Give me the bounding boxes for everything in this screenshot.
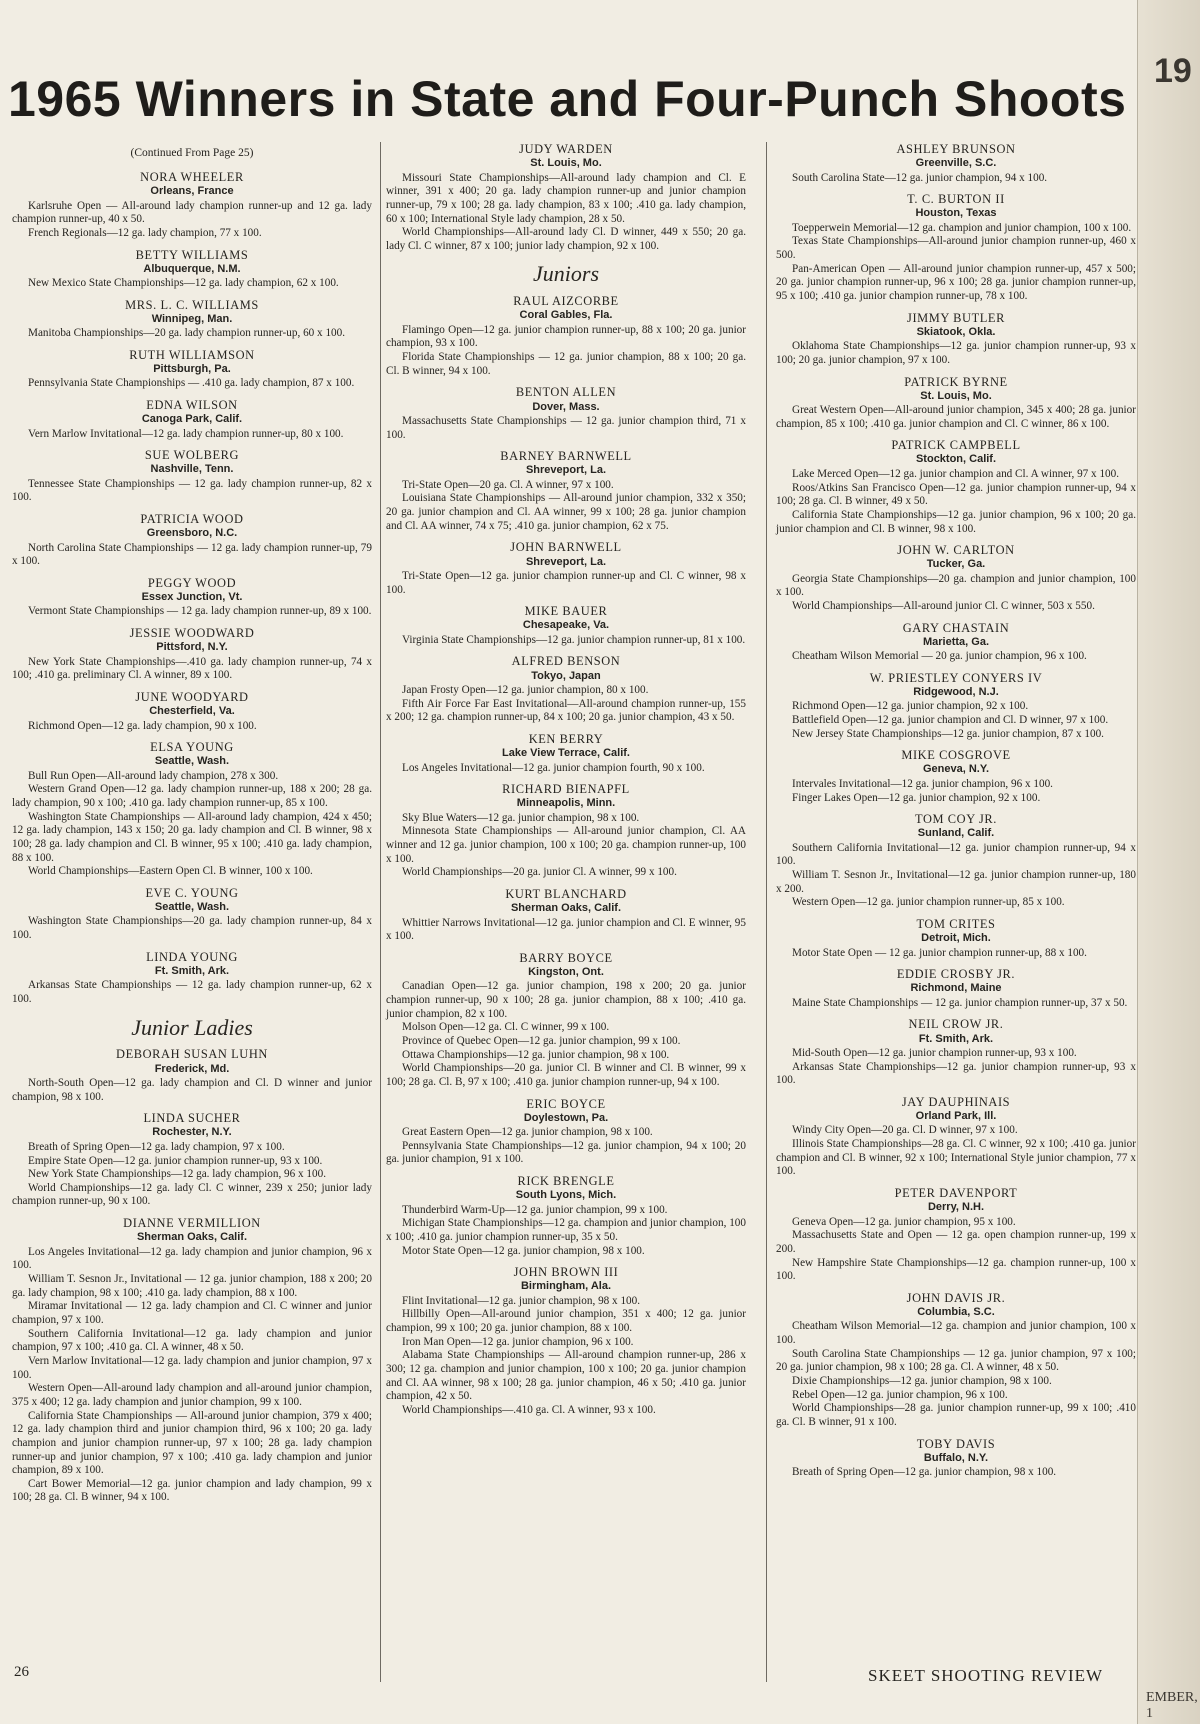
winner-name: TOBY DAVIS	[916, 1436, 996, 1451]
winner-name: LINDA YOUNG	[146, 949, 238, 964]
result-line: Bull Run Open—All-around lady champion, 278 x 300.	[28, 769, 279, 782]
winner-location: Sunland, Calif.	[917, 827, 995, 840]
winner-location: Chesterfield, Va.	[149, 705, 235, 718]
result-line: Intervales Invitational—12 ga. junior champion, 96 x 100.	[792, 777, 1053, 790]
winner-entry	[12, 950, 372, 1007]
winner-location: Pittsburgh, Pa.	[153, 363, 231, 376]
result-line: Arkansas State Championships — 12 ga. lady champion runner-up, 62 x 100.	[12, 979, 372, 1005]
winner-entry	[12, 1047, 372, 1104]
result-line: Karlsruhe Open — All-around lady champion runner-up and 12 ga. lady champion runner-up, 40 x 50.	[12, 199, 372, 226]
result-line: Fifth Air Force Far East Invitational—All-around champion runner-up, 155 x 200; 12 ga. champion runner-up, 84 x 100; 20 ga. junior champion, 43 x 50.	[386, 697, 746, 724]
result-line: Sky Blue Waters—12 ga. junior champion, 98 x 100.	[402, 811, 640, 824]
winner-entry	[12, 690, 372, 733]
winner-name: JUDY WARDEN	[519, 142, 613, 156]
column-rule	[380, 142, 381, 1682]
result-line: Los Angeles Invitational—12 ga. junior champion fourth, 90 x 100.	[402, 761, 705, 774]
winner-name: JOHN W. CARLTON	[897, 543, 1015, 558]
winner-name: JOHN BROWN III	[513, 1265, 619, 1280]
result-line: North Carolina State Championships — 12 ga. lady champion runner-up, 79 x 100.	[12, 541, 372, 568]
winner-name: PATRICIA WOOD	[140, 512, 244, 527]
result-line: Flint Invitational—12 ga. junior champion, 98 x 100.	[402, 1294, 641, 1307]
result-line: California State Championships — All-around junior champion, 379 x 400; 12 ga. lady champion third and junior champion third, 96 x 100; 20 ga. lady champion and junior champion runner-up, 97 x 100; 28 ga. lady champion runner-up and junior champion, 97 x 100; .410 ga. lady champion and junior champion, 89 x 100.	[12, 1409, 372, 1477]
winner-location: Derry, N.H.	[927, 1201, 985, 1214]
winner-location: Skiatook, Okla.	[916, 325, 996, 338]
result-line: Whittier Narrows Invitational—12 ga. junior champion and Cl. E winner, 95 x 100.	[386, 916, 746, 943]
result-line: Ottawa Championships—12 ga. junior champion, 98 x 100.	[402, 1048, 670, 1061]
winner-location: Dover, Mass.	[532, 400, 600, 413]
winner-entry	[12, 626, 372, 683]
result-line: French Regionals—12 ga. lady champion, 77 x 100.	[28, 226, 262, 239]
result-line: Southern California Invitational—12 ga. lady champion and junior champion, 97 x 100; .410 ga. Cl. A winner, 48 x 50.	[12, 1327, 372, 1354]
winner-entry	[386, 1265, 746, 1417]
winner-name: MRS. L. C. WILLIAMS	[125, 297, 259, 312]
result-line: Finger Lakes Open—12 ga. junior champion, 92 x 100.	[792, 791, 1041, 804]
result-line: Michigan State Championships—12 ga. champion and junior champion, 100 x 100; .410 ga. junior champion runner-up, 35 x 50.	[386, 1217, 746, 1243]
winner-entry	[12, 576, 372, 619]
winner-location: Greensboro, N.C.	[146, 527, 238, 540]
winner-name: TOM CRITES	[916, 917, 996, 931]
winner-location: Pittsford, N.Y.	[156, 641, 228, 654]
winner-name: NORA WHEELER	[140, 170, 244, 185]
result-line: Vermont State Championships — 12 ga. lady champion runner-up, 89 x 100.	[28, 605, 372, 618]
winner-name: KURT BLANCHARD	[505, 886, 627, 901]
result-line: World Championships—Eastern Open Cl. B winner, 100 x 100.	[28, 865, 313, 878]
result-line: Washington State Championships — All-around lady champion, 424 x 450; 12 ga. lady champion, 143 x 150; 20 ga. lady champion and Cl. B winner, 98 x 100; 28 ga. lady champion and Cl. B winner, 95 x 100; .410 ga. lady champion, 88 x 100.	[12, 810, 372, 864]
winner-entry	[386, 951, 746, 1090]
winner-name: RICK BRENGLE	[517, 1174, 615, 1189]
section-heading: Junior Ladies	[131, 1014, 253, 1040]
edge-footer: EMBER, 1	[1146, 1690, 1198, 1721]
winner-entry	[12, 248, 372, 291]
result-line: California State Championships—12 ga. junior champion, 96 x 100; 20 ga. junior champion and Cl. B winner, 98 x 100.	[776, 508, 1136, 535]
result-line: Cart Bower Memorial—12 ga. junior champion and lady champion, 99 x 100; 28 ga. Cl. B winner, 94 x 100.	[12, 1477, 372, 1504]
winner-location: Richmond, Maine	[910, 982, 1002, 995]
winner-name: JIMMY BUTLER	[907, 310, 1005, 325]
winner-location: Frederick, Md.	[154, 1062, 230, 1075]
winner-entry	[776, 543, 1136, 614]
winner-entry	[386, 142, 746, 253]
result-line: Cheatham Wilson Memorial—12 ga. champion and junior champion, 100 x 100.	[776, 1320, 1136, 1347]
winner-name: BARNEY BARNWELL	[500, 449, 632, 464]
winner-entry	[386, 294, 746, 378]
winner-location: Orleans, France	[150, 185, 234, 198]
winner-entry	[386, 1097, 746, 1168]
winner-entry	[776, 311, 1136, 368]
winner-location: Rochester, N.Y.	[152, 1126, 232, 1139]
column-2	[386, 142, 746, 1425]
result-line: Vern Marlow Invitational—12 ga. lady champion and junior champion, 97 x 100.	[12, 1354, 372, 1381]
winner-name: ALFRED BENSON	[511, 654, 621, 669]
result-line: Province of Quebec Open—12 ga. junior champion, 99 x 100.	[402, 1034, 681, 1047]
winner-entry	[386, 887, 746, 944]
result-line: Geneva Open—12 ga. junior champion, 95 x 100.	[792, 1215, 1016, 1228]
result-line: Arkansas State Championships—12 ga. junior champion runner-up, 93 x 100.	[776, 1060, 1136, 1087]
winner-name: SUE WOLBERG	[144, 448, 240, 463]
result-line: Los Angeles Invitational—12 ga. lady champion and junior champion, 96 x 100.	[12, 1245, 372, 1272]
winner-entry	[12, 740, 372, 879]
winner-name: JESSIE WOODWARD	[129, 626, 255, 641]
result-line: Hillbilly Open—All-around junior champion, 351 x 400; 12 ga. junior champion, 99 x 100; 20 ga. junior champion, 88 x 100.	[386, 1308, 746, 1335]
result-line: World Championships—All-around lady Cl. D winner, 449 x 550; 20 ga. lady Cl. C winner, 87 x 100; junior lady champion, 92 x 100.	[386, 226, 746, 252]
result-line: Molson Open—12 ga. Cl. C winner, 99 x 100.	[402, 1021, 610, 1034]
result-line: Tennessee State Championships — 12 ga. lady champion runner-up, 82 x 100.	[12, 477, 372, 504]
result-line: New York State Championships—12 ga. lady champion, 96 x 100.	[28, 1168, 327, 1181]
winner-name: LINDA SUCHER	[143, 1111, 241, 1126]
column-3	[776, 142, 1136, 1487]
result-line: North-South Open—12 ga. lady champion and Cl. D winner and junior champion, 98 x 100.	[12, 1077, 372, 1103]
result-line: Illinois State Championships—28 ga. Cl. C winner, 92 x 100; .410 ga. junior champion and Cl. B winner, 92 x 100; International Style junior champion, 77 x 100.	[776, 1138, 1136, 1178]
result-line: Breath of Spring Open—12 ga. lady champion, 97 x 100.	[28, 1140, 285, 1153]
result-line: William T. Sesnon Jr., Invitational—12 ga. junior champion runner-up, 180 x 200.	[776, 869, 1136, 895]
result-line: New Mexico State Championships—12 ga. lady champion, 62 x 100.	[28, 277, 339, 290]
winner-entry	[12, 170, 372, 241]
result-line: Dixie Championships—12 ga. junior champion, 98 x 100.	[792, 1375, 1052, 1387]
result-line: Southern California Invitational—12 ga. junior champion runner-up, 94 x 100.	[776, 841, 1136, 868]
winner-location: Stockton, Calif.	[915, 453, 997, 466]
winner-location: South Lyons, Mich.	[515, 1189, 617, 1202]
winner-location: Albuquerque, N.M.	[143, 262, 241, 275]
winner-name: DIANNE VERMILLION	[123, 1216, 261, 1231]
result-line: Washington State Championships—20 ga. lady champion runner-up, 84 x 100.	[12, 915, 372, 942]
result-line: World Championships—12 ga. lady Cl. C winner, 239 x 250; junior lady champion runner-up, 90 x 100.	[12, 1181, 372, 1208]
winner-location: Tokyo, Japan	[531, 669, 601, 682]
winner-entry	[12, 886, 372, 943]
winner-entry	[776, 375, 1136, 432]
winner-name: PATRICK CAMPBELL	[891, 438, 1021, 453]
winner-location: Canoga Park, Calif.	[141, 413, 243, 426]
winner-location: Ft. Smith, Ark.	[154, 964, 230, 977]
winner-entry	[386, 385, 746, 442]
winner-location: Marietta, Ga.	[922, 635, 990, 648]
winner-name: MIKE BAUER	[524, 604, 608, 619]
winner-name: EDDIE CROSBY JR.	[896, 967, 1016, 982]
result-line: Louisiana State Championships — All-around junior champion, 332 x 350; 20 ga. junior champion and Cl. AA winner, 99 x 100; 28 ga. junior champion and Cl. AA winner, 74 x 75; .410 ga. junior champion, 62 x 75.	[386, 492, 746, 532]
result-line: Great Western Open—All-around junior champion, 345 x 400; 28 ga. junior champion, 85 x 100; .410 ga. junior champion and Cl. C winner, 86 x 100.	[776, 404, 1136, 430]
winner-entry	[386, 654, 746, 725]
winner-name: ASHLEY BRUNSON	[896, 142, 1016, 156]
winner-location: Kingston, Ont.	[528, 965, 604, 978]
result-line: South Carolina State Championships — 12 ga. junior champion, 97 x 100; 20 ga. junior champion, 98 x 100; 28 ga. Cl. A winner, 48 x 50.	[776, 1347, 1136, 1374]
winner-location: Detroit, Mich.	[921, 932, 991, 945]
result-line: World Championships—20 ga. junior Cl. A winner, 99 x 100.	[402, 866, 677, 879]
winner-entry	[386, 604, 746, 647]
page-headline: 1965 Winners in State and Four-Punch Shoots	[8, 71, 1127, 127]
winner-name: TOM COY JR.	[915, 812, 997, 827]
winner-name: RICHARD BIENAPFL	[502, 782, 630, 797]
result-line: Motor State Open — 12 ga. junior champion runner-up, 88 x 100.	[792, 946, 1087, 959]
winner-location: Shreveport, La.	[525, 555, 607, 568]
result-line: Richmond Open—12 ga. junior champion, 92 x 100.	[792, 700, 1029, 713]
result-line: New York State Championships—.410 ga. lady champion runner-up, 74 x 100; .410 ga. preliminary Cl. A winner, 89 x 100.	[12, 655, 372, 682]
winner-entry	[12, 298, 372, 341]
result-line: Vern Marlow Invitational—12 ga. lady champion runner-up, 80 x 100.	[28, 427, 344, 440]
winner-entry	[12, 398, 372, 441]
winner-entry	[776, 142, 1136, 185]
column-rule	[766, 142, 767, 1682]
winner-location: Seattle, Wash.	[154, 901, 230, 914]
result-line: World Championships—20 ga. junior Cl. B winner and Cl. B winner, 99 x 100; 28 ga. Cl. B, 97 x 100; .410 ga. junior champion runner-up, 94 x 100.	[386, 1062, 746, 1088]
result-line: Oklahoma State Championships—12 ga. junior champion runner-up, 93 x 100; 20 ga. junior champion, 97 x 100.	[776, 340, 1136, 366]
winner-location: Buffalo, N.Y.	[923, 1451, 989, 1464]
winner-entry	[776, 438, 1136, 536]
winner-name: PETER DAVENPORT	[894, 1186, 1018, 1201]
winner-name: GARY CHASTAIN	[902, 620, 1010, 635]
winner-name: BARRY BOYCE	[519, 950, 613, 965]
winner-location: Geneva, N.Y.	[922, 763, 990, 776]
winner-entry	[386, 732, 746, 775]
winner-location: Chesapeake, Va.	[522, 619, 610, 632]
result-line: Japan Frosty Open—12 ga. junior champion, 80 x 100.	[402, 684, 649, 697]
winner-name: MIKE COSGROVE	[901, 748, 1011, 763]
winner-name: PATRICK BYRNE	[904, 374, 1008, 389]
winner-name: PEGGY WOOD	[147, 575, 237, 590]
result-line: Pennsylvania State Championships—12 ga. junior champion, 94 x 100; 20 ga. junior champion, 91 x 100.	[386, 1139, 746, 1166]
winner-entry	[12, 1216, 372, 1505]
result-line: World Championships—.410 ga. Cl. A winner, 93 x 100.	[402, 1404, 656, 1417]
winner-location: Seattle, Wash.	[154, 755, 230, 768]
result-line: South Carolina State—12 ga. junior champion, 94 x 100.	[792, 171, 1048, 184]
result-line: Georgia State Championships—20 ga. champion and junior champion, 100 x 100.	[776, 572, 1136, 599]
winner-entry	[776, 748, 1136, 805]
winner-name: KEN BERRY	[528, 731, 604, 746]
result-line: Great Eastern Open—12 ga. junior champion, 98 x 100.	[402, 1126, 653, 1139]
winner-entry	[776, 1186, 1136, 1284]
winner-location: Nashville, Tenn.	[150, 463, 234, 476]
result-line: Tri-State Open—20 ga. Cl. A winner, 97 x 100.	[402, 478, 614, 491]
winner-name: BETTY WILLIAMS	[135, 247, 249, 262]
winner-entry	[386, 782, 746, 880]
result-line: Breath of Spring Open—12 ga. junior champion, 98 x 100.	[792, 1466, 1057, 1479]
result-line: Richmond Open—12 ga. lady champion, 90 x 100.	[28, 719, 257, 732]
result-line: Manitoba Championships—20 ga. lady champion runner-up, 60 x 100.	[28, 327, 346, 340]
winner-location: Columbia, S.C.	[917, 1305, 995, 1318]
winner-name: NEIL CROW JR.	[908, 1017, 1004, 1032]
result-line: Texas State Championships—All-around junior champion runner-up, 460 x 500.	[776, 235, 1136, 262]
result-line: Western Open—All-around lady champion and all-around junior champion, 375 x 400; 12 ga. lady champion and junior champion, 99 x 100.	[12, 1382, 372, 1408]
winner-name: JUNE WOODYARD	[135, 689, 249, 704]
result-line: Empire State Open—12 ga. junior champion runner-up, 93 x 100.	[28, 1154, 323, 1167]
result-line: Mid-South Open—12 ga. junior champion runner-up, 93 x 100.	[792, 1046, 1077, 1059]
winner-location: Lake View Terrace, Calif.	[502, 747, 630, 760]
winner-entry	[776, 917, 1136, 960]
column-1	[12, 142, 372, 1512]
result-line: Lake Merced Open—12 ga. junior champion and Cl. A winner, 97 x 100.	[792, 467, 1120, 480]
winner-location: Minneapolis, Minn.	[516, 797, 616, 810]
result-line: Miramar Invitational — 12 ga. lady champion and Cl. C winner and junior champion, 97 x 100.	[12, 1300, 372, 1326]
winner-entry	[12, 448, 372, 505]
winner-entry	[776, 1437, 1136, 1480]
winner-entry	[776, 621, 1136, 664]
winner-name: RUTH WILLIAMSON	[129, 347, 255, 362]
winner-name: BENTON ALLEN	[515, 385, 617, 400]
winner-entry	[776, 1095, 1136, 1179]
result-line: Virginia State Championships—12 ga. junior champion runner-up, 81 x 100.	[402, 633, 746, 646]
magazine-title: SKEET SHOOTING REVIEW	[868, 1666, 1104, 1685]
result-line: Roos/Atkins San Francisco Open—12 ga. junior champion runner-up, 94 x 100; 28 ga. Cl. B winner, 49 x 50.	[776, 481, 1136, 508]
result-line: Massachusetts State Championships — 12 ga. junior champion third, 71 x 100.	[386, 414, 746, 441]
result-line: Tri-State Open—12 ga. junior champion runner-up and Cl. C winner, 98 x 100.	[386, 569, 746, 596]
winner-entry	[776, 1017, 1136, 1088]
section-heading: Juniors	[533, 261, 599, 287]
winner-location: Ridgewood, N.J.	[913, 685, 999, 698]
result-line: Iron Man Open—12 ga. junior champion, 96 x 100.	[402, 1335, 634, 1348]
winner-name: JAY DAUPHINAIS	[901, 1094, 1011, 1109]
result-line: Thunderbird Warm-Up—12 ga. junior champion, 99 x 100.	[402, 1203, 668, 1216]
winner-location: Houston, Texas	[915, 207, 997, 220]
result-line: Maine State Championships — 12 ga. junior champion runner-up, 37 x 50.	[792, 996, 1128, 1009]
winner-entry	[776, 1291, 1136, 1430]
winner-location: Greenville, S.C.	[915, 157, 997, 170]
winner-location: Essex Junction, Vt.	[141, 591, 243, 604]
winner-location: Ft. Smith, Ark.	[918, 1032, 994, 1045]
result-line: William T. Sesnon Jr., Invitational — 12 ga. junior champion, 188 x 200; 20 ga. lady champion, 98 x 100; .410 ga. lady champion, 88 x 100.	[12, 1272, 372, 1299]
winner-name: DEBORAH SUSAN LUHN	[116, 1047, 268, 1062]
result-line: Massachusetts State and Open — 12 ga. open champion runner-up, 199 x 200.	[776, 1229, 1136, 1255]
page-number: 26	[14, 1664, 29, 1680]
winner-location: Shreveport, La.	[525, 464, 607, 477]
result-line: Motor State Open—12 ga. junior champion, 98 x 100.	[402, 1244, 645, 1257]
winner-location: St. Louis, Mo.	[530, 157, 602, 170]
winner-location: St. Louis, Mo.	[920, 389, 992, 402]
winner-entry	[12, 1111, 372, 1209]
result-line: Western Open—12 ga. junior champion runner-up, 85 x 100.	[792, 896, 1065, 909]
result-line: Western Grand Open—12 ga. lady champion runner-up, 188 x 200; 28 ga. lady champion, 90 x 100; .410 ga. lady champion runner-up, 85 x 100.	[12, 783, 372, 810]
result-line: New Jersey State Championships—12 ga. junior champion, 87 x 100.	[792, 727, 1104, 740]
result-line: Canadian Open—12 ga. junior champion, 198 x 200; 20 ga. junior champion runner-up, 90 x 100; 28 ga. junior champion, 88 x 100; .410 ga. junior champion, 82 x 100.	[386, 980, 746, 1020]
winner-location: Tucker, Ga.	[926, 558, 986, 571]
result-line: Toepperwein Memorial—12 ga. champion and junior champion, 100 x 100.	[792, 221, 1132, 234]
winner-entry	[386, 540, 746, 597]
winner-name: T. C. BURTON II	[907, 192, 1005, 207]
continued-note: (Continued From Page 25)	[130, 147, 254, 159]
winner-name: RAUL AIZCORBE	[513, 294, 619, 309]
winner-entry	[386, 1174, 746, 1258]
winner-name: W. PRIESTLEY CONYERS IV	[869, 670, 1043, 685]
winner-location: Orland Park, Ill.	[915, 1110, 997, 1122]
result-line: Minnesota State Championships — All-around junior champion, Cl. AA winner and 12 ga. junior champion, 100 x 100; 20 ga. champion runner-up, 100 x 100.	[386, 825, 746, 865]
winner-location: Birmingham, Ala.	[520, 1280, 612, 1293]
result-line: Missouri State Championships—All-around lady champion and Cl. E winner, 391 x 400; 20 ga. lady champion runner-up and junior champion runner-up, 79 x 100; 28 ga. lady champion, 83 x 100; .410 ga. lady champion, 60 x 100; International Style lady champion, 28 x 50.	[386, 171, 746, 225]
winner-location: Sherman Oaks, Calif.	[136, 1231, 248, 1244]
winner-entry	[776, 812, 1136, 910]
winner-location: Winnipeg, Man.	[151, 312, 233, 325]
result-line: Cheatham Wilson Memorial — 20 ga. junior champion, 96 x 100.	[792, 650, 1087, 663]
result-line: World Championships—All-around junior Cl. C winner, 503 x 550.	[792, 600, 1095, 612]
result-line: Flamingo Open—12 ga. junior champion runner-up, 88 x 100; 20 ga. junior champion, 93 x 100.	[386, 323, 746, 350]
next-page-edge	[1137, 0, 1200, 1724]
winner-name: ERIC BOYCE	[526, 1096, 606, 1111]
result-line: Florida State Championships — 12 ga. junior champion, 88 x 100; 20 ga. Cl. B winner, 94 x 100.	[386, 351, 746, 377]
winner-entry	[12, 348, 372, 391]
winner-location: Doylestown, Pa.	[523, 1111, 609, 1124]
winner-location: Coral Gables, Fla.	[519, 309, 613, 322]
result-line: New Hampshire State Championships—12 ga. champion runner-up, 100 x 100.	[776, 1256, 1136, 1283]
edge-page-number: 19	[1154, 52, 1192, 90]
winner-entry	[776, 967, 1136, 1010]
winner-entry	[776, 192, 1136, 303]
result-line: Windy City Open—20 ga. Cl. D winner, 97 x 100.	[792, 1124, 1018, 1137]
winner-entry	[12, 512, 372, 569]
winner-name: EDNA WILSON	[146, 398, 238, 413]
result-line: Pennsylvania State Championships — .410 ga. lady champion, 87 x 100.	[28, 377, 355, 390]
winner-name: JOHN DAVIS JR.	[906, 1290, 1006, 1305]
result-line: Alabama State Championships — All-around champion runner-up, 286 x 300; 12 ga. champion and junior champion, 100 x 100; 20 ga. junior champion and Cl. AA winner, 98 x 100; 28 ga. junior champion, 46 x 50; .410 ga. junior champion, 42 x 50.	[386, 1349, 746, 1403]
result-line: Rebel Open—12 ga. junior champion, 96 x 100.	[792, 1388, 1008, 1401]
result-line: World Championships—28 ga. junior champion runner-up, 99 x 100; .410 ga. Cl. B winner, 91 x 100.	[776, 1402, 1136, 1428]
winner-name: JOHN BARNWELL	[510, 540, 622, 555]
result-line: Battlefield Open—12 ga. junior champion and Cl. D winner, 97 x 100.	[792, 714, 1109, 727]
winner-name: EVE C. YOUNG	[145, 885, 239, 900]
winner-entry	[386, 449, 746, 533]
winner-location: Sherman Oaks, Calif.	[510, 902, 622, 915]
result-line: Pan-American Open — All-around junior champion runner-up, 457 x 500; 20 ga. junior champion runner-up, 96 x 100; 28 ga. junior champion runner-up, 95 x 100; .410 ga. junior champion runner-up, 78 x 100.	[776, 262, 1136, 302]
winner-name: ELSA YOUNG	[150, 740, 234, 755]
winner-entry	[776, 671, 1136, 742]
